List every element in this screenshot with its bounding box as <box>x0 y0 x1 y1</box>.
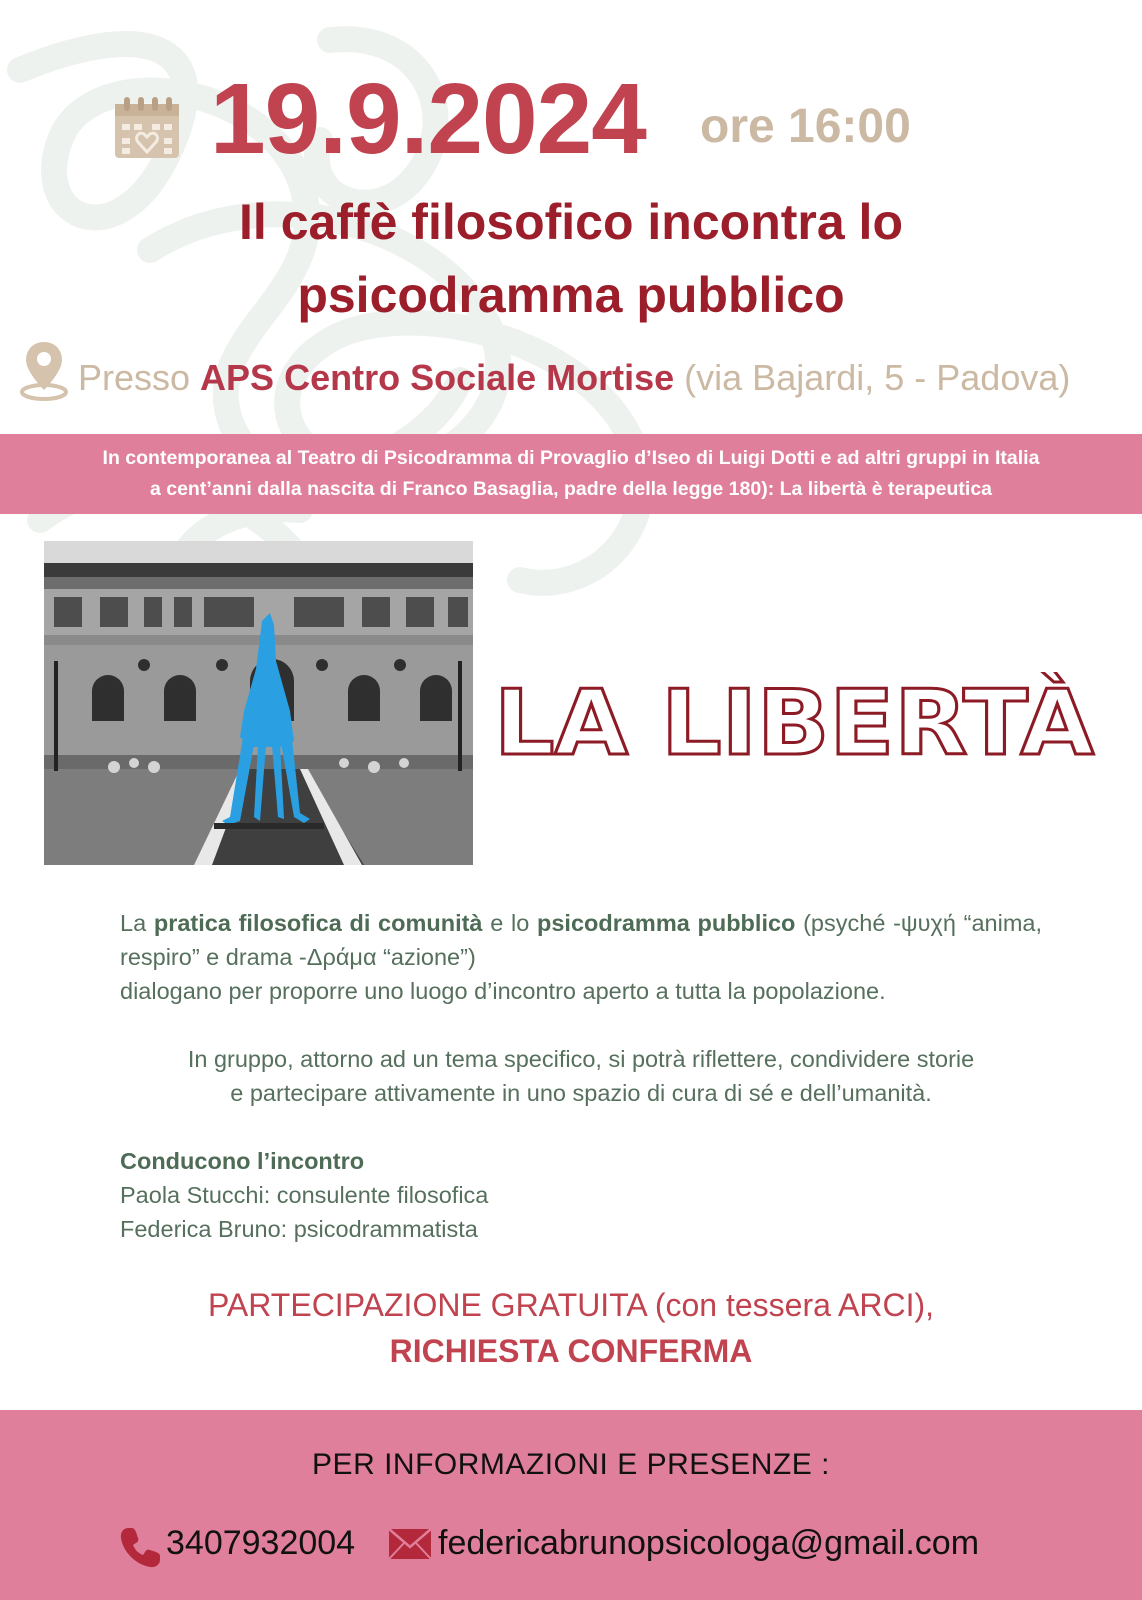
location-pin-icon <box>18 338 70 402</box>
info-band-line1: In contemporanea al Teatro di Psicodramma di Provaglio d’Iseo di Luigi Dotti e ad altri gruppi in Italia <box>102 447 1040 469</box>
contact-title: PER INFORMAZIONI E PRESENZE : <box>312 1448 830 1481</box>
intro-text-3: (psyché -ψυχή “anima, respiro” e drama -Δράμα “azione”) <box>120 910 1042 970</box>
intro-text-2: e lo <box>482 910 537 936</box>
calendar-heart-icon <box>112 94 184 162</box>
location-prefix: Presso <box>78 357 201 398</box>
participation-line2: RICHIESTA CONFERMA <box>389 1333 753 1369</box>
leaders-heading: Conducono l’incontro <box>120 1148 365 1174</box>
participation-note <box>0 1282 1142 1374</box>
location-address: (via Bajardi, 5 - Padova) <box>674 357 1071 398</box>
leader-person2: Federica Bruno: psicodrammatista <box>120 1216 478 1242</box>
event-title <box>0 186 1142 332</box>
event-title-line1: Il caffè filosofico incontra lo <box>239 194 903 250</box>
group-line1: In gruppo, attorno ad un tema specifico, si potrà riflettere, condividere storie <box>187 1046 975 1072</box>
building-horse-photo <box>44 541 473 865</box>
contact-email[interactable]: federicabrunopsicologa@gmail.com <box>438 1524 980 1562</box>
event-date: 19.9.2024 <box>210 63 646 175</box>
participation-line1: PARTECIPAZIONE GRATUITA (con tessera ARCI), <box>207 1287 935 1323</box>
info-band-line2: a cent’anni dalla nascita di Franco Basaglia, padre della legge 180): La libertà è terapeutica <box>149 478 993 500</box>
intro-paragraph <box>120 906 1042 1008</box>
intro-bold-philosophy: pratica filosofica di comunità <box>153 910 483 936</box>
contact-footer <box>0 1410 1142 1600</box>
envelope-icon <box>388 1528 432 1560</box>
event-time: ore 16:00 <box>700 100 911 153</box>
info-band <box>0 434 1142 514</box>
group-paragraph <box>120 1042 1042 1110</box>
intro-bold-psychodrama: psicodramma pubblico <box>536 910 796 936</box>
liberta-headline-text: LA LIBERTÀ <box>494 672 1063 776</box>
phone-icon <box>118 1526 162 1570</box>
group-line2: e partecipare attivamente in uno spazio di cura di sé e dell’umanità. <box>230 1080 932 1106</box>
liberta-headline <box>494 672 1112 782</box>
event-location <box>78 356 1070 399</box>
intro-text-1: La <box>120 910 154 936</box>
contact-phone[interactable]: 3407932004 <box>166 1524 356 1562</box>
leader-person1: Paola Stucchi: consulente filosofica <box>120 1182 489 1208</box>
intro-text-4: dialogano per proporre uno luogo d’incontro aperto a tutta la popolazione. <box>120 978 886 1004</box>
location-venue: APS Centro Sociale Mortise <box>200 357 675 398</box>
event-title-line2: psicodramma pubblico <box>297 267 845 323</box>
leaders-block <box>120 1144 1042 1246</box>
